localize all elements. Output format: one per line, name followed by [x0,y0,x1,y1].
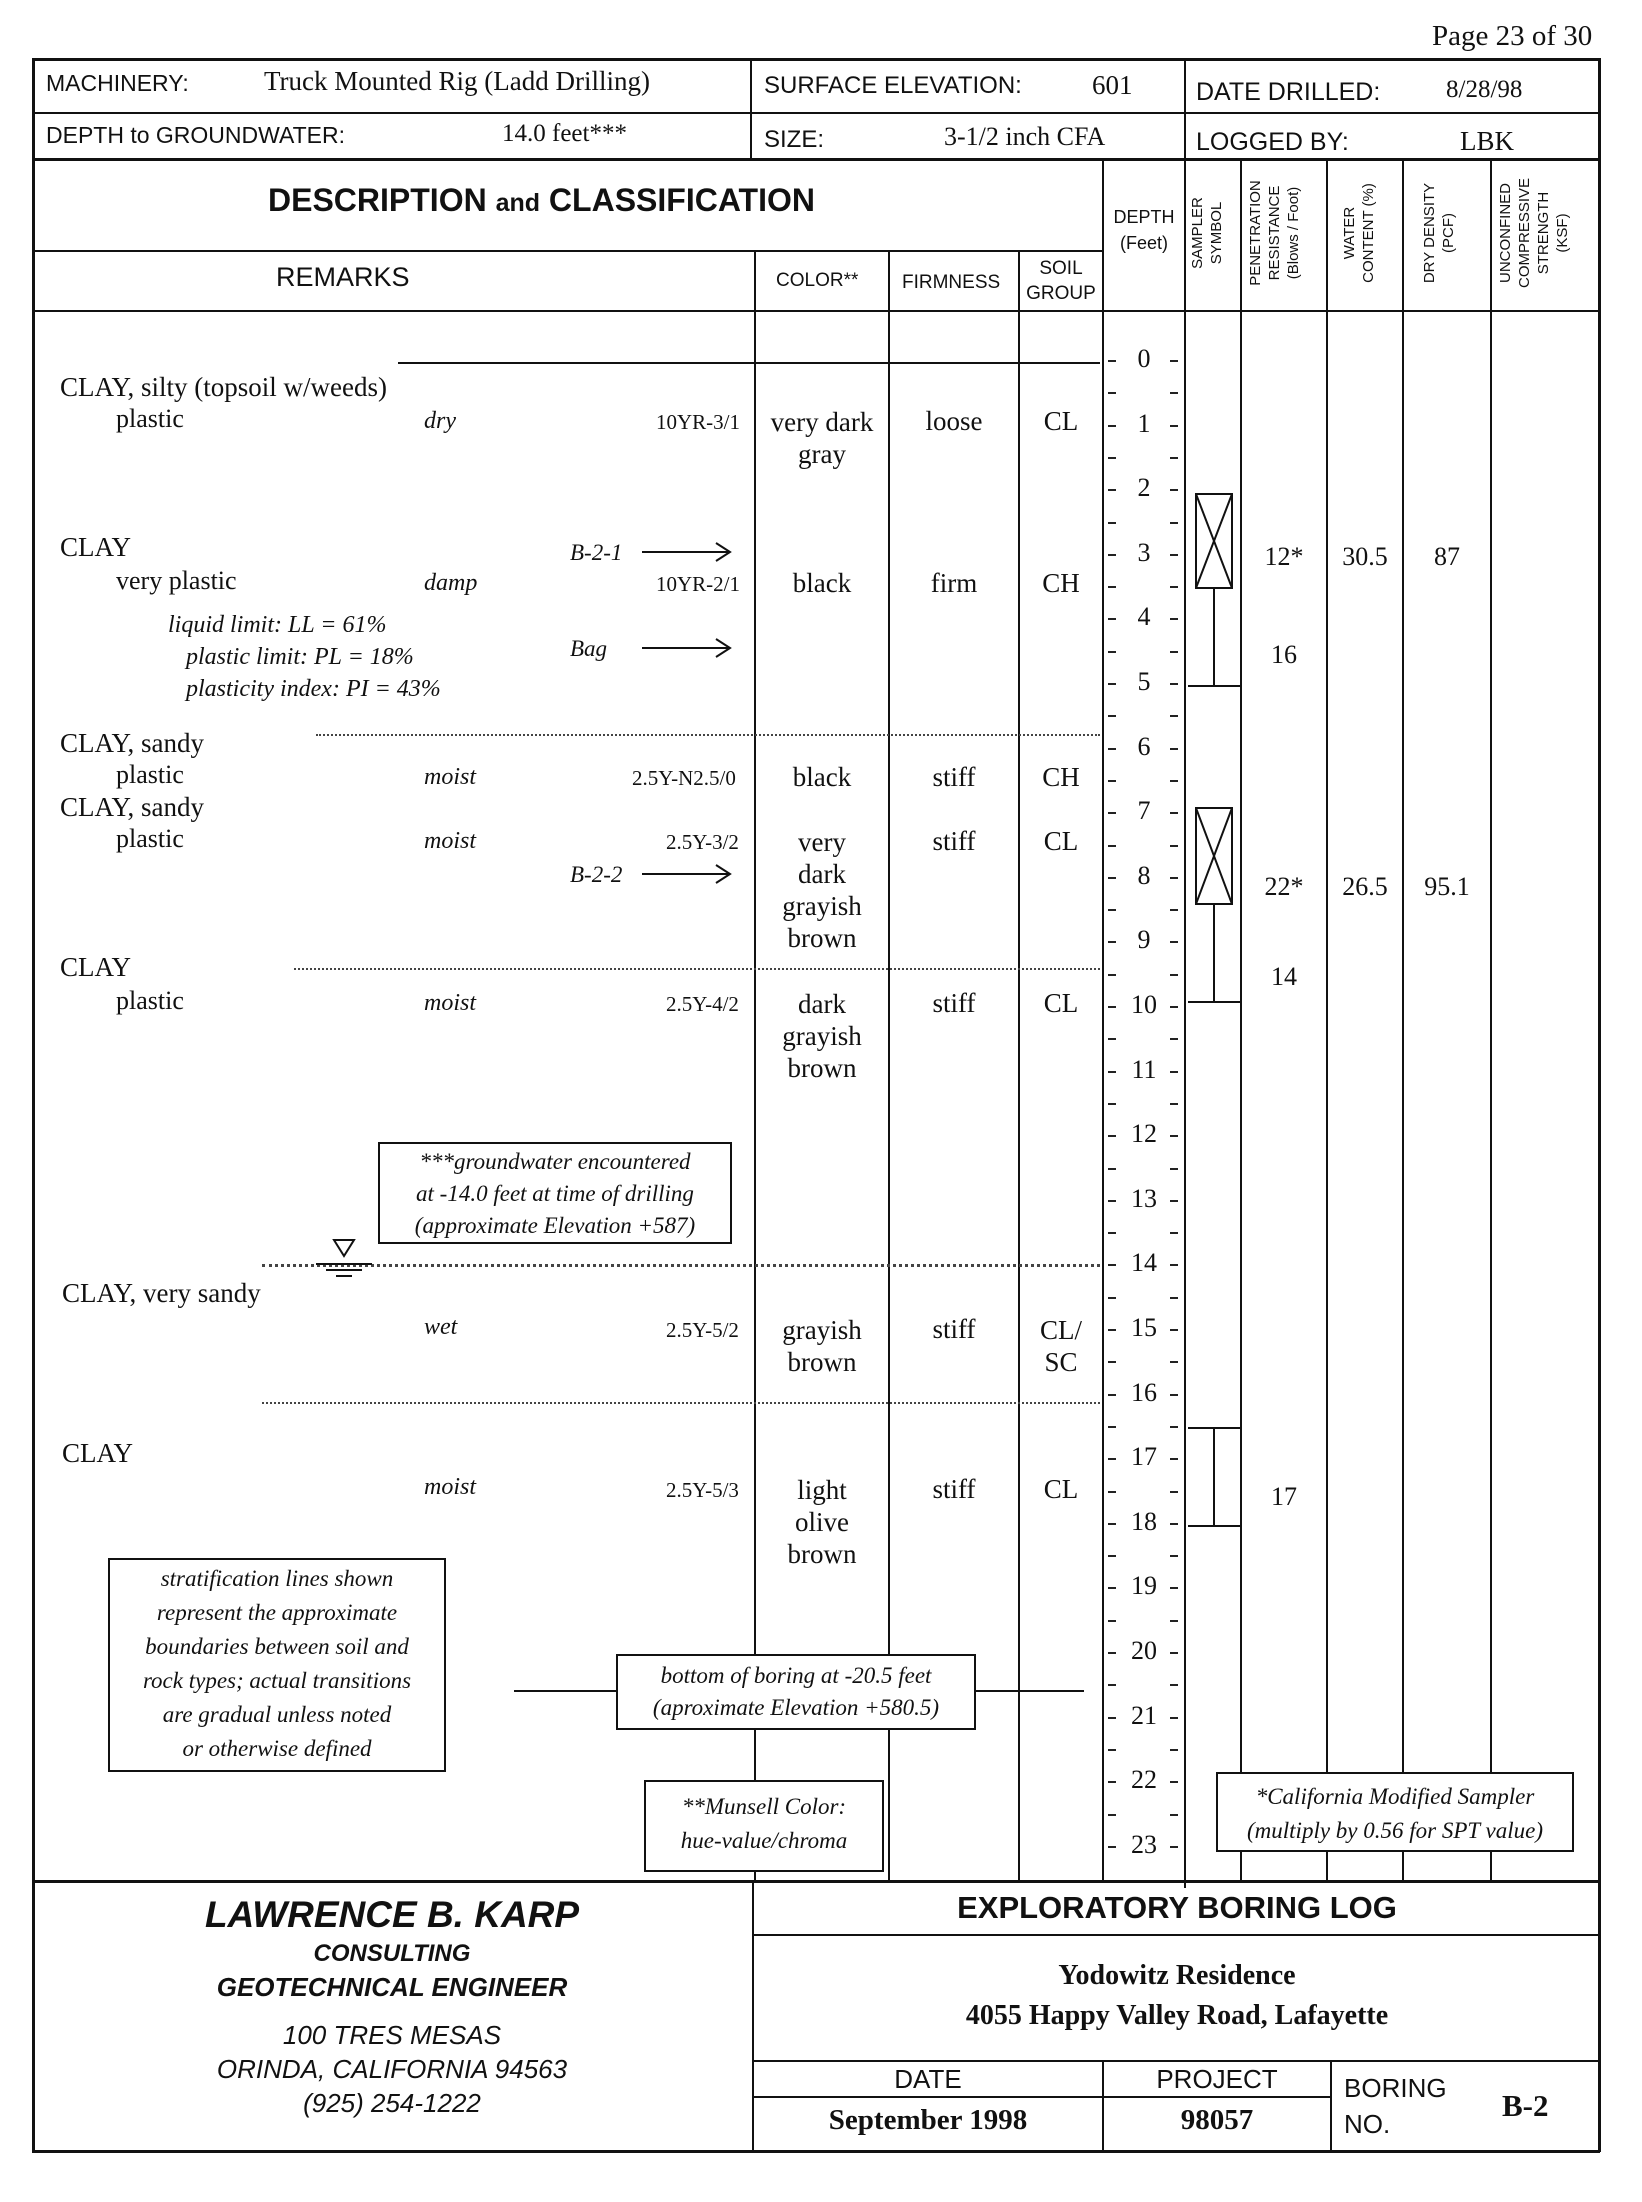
depth-tick [1170,618,1178,620]
layer-5-moisture: moist [424,990,477,1016]
arrow-icon [640,862,734,886]
bottom-of-boring-note: bottom of boring at -20.5 feet (aproximate Elevation +580.5) [616,1654,976,1730]
depth-label: 10 [1131,990,1157,1019]
layer-3-group: CH [1042,762,1080,792]
depth-tick [1170,683,1178,685]
depth-label: 1 [1137,408,1151,438]
sample-b22-label: B-2-2 [570,862,623,887]
depth-tick [1170,715,1178,717]
dry-density-1: 87 [1434,542,1460,571]
sampler-symbol-header: SAMPLER SYMBOL [1189,197,1225,269]
water-content-1: 30.5 [1342,542,1388,571]
date-drilled-label: DATE DRILLED: [1196,78,1381,106]
layer-2-sub: very plastic [116,566,237,595]
size-value: 3-1/2 inch CFA [944,122,1106,151]
depth-tick [1170,1006,1178,1008]
layer-7-firmness: stiff [932,1474,976,1504]
depth-tick [1170,1491,1178,1493]
depth-label: 16 [1131,1377,1157,1407]
layer-1-moisture: dry [424,408,456,434]
depth-label: 14 [1131,1248,1157,1278]
munsell-note: **Munsell Color: hue-value/chroma [644,1780,884,1872]
layer-6-group: CL/ SC [1039,1315,1082,1377]
depth-tick [1170,909,1178,911]
sampler-symbol-tube [1186,1424,1242,1534]
depth-tick [1108,618,1116,620]
depth-tick [1108,877,1116,879]
depth-tick [1170,1232,1178,1234]
depth-tick [1108,812,1116,814]
depth-tick [1170,1200,1178,1202]
groundwater-note: ***groundwater encountered at -14.0 feet at time of drilling (approximate Elevation +587) [378,1142,732,1244]
firm-phone: (925) 254-1222 [303,2088,481,2118]
depth-tick [1108,974,1116,976]
logged-by-label: LOGGED BY: [1196,128,1349,156]
depth-tick [1170,651,1178,653]
depth-tick [1170,1361,1178,1363]
depth-tick [1108,1038,1116,1040]
depth-tick [1108,941,1116,943]
layer-7-group: CL [1043,1474,1079,1504]
layer-1-name: CLAY, silty (topsoil w/weeds) [60,372,388,402]
depth-label: 7 [1137,796,1151,826]
depth-tick [1108,1684,1116,1686]
depth-tick [1108,457,1116,459]
depth-tick [1170,489,1178,491]
layer-2-color: black [792,568,852,598]
layer-6-name: CLAY, very sandy [62,1278,261,1308]
depth-tick [1170,812,1178,814]
depth-label: 2 [1137,473,1151,503]
log-title: EXPLORATORY BORING LOG [957,1890,1397,1925]
machinery-label: MACHINERY: [46,70,189,96]
layer-4-group: CL [1043,826,1079,856]
layer-3-color: black [792,762,852,792]
layer-4-sub: plastic [116,824,184,853]
depth-tick [1170,941,1178,943]
water-table-icon [314,1236,374,1280]
depth-tick [1170,457,1178,459]
depth-label: 3 [1137,537,1151,567]
depth-tick [1170,1555,1178,1557]
sample-b21-label: B-2-1 [570,540,623,565]
layer-1-firmness: loose [925,406,983,436]
depth-label: 11 [1131,1054,1157,1084]
depth-tick [1108,1717,1116,1719]
layer-5-firmness: stiff [932,988,976,1018]
depth-tick [1108,651,1116,653]
depth-tick [1108,1297,1116,1299]
depth-tick [1170,1620,1178,1622]
depth-tick [1108,1232,1116,1234]
depth-tick [1170,748,1178,750]
layer-6-firmness: stiff [932,1314,976,1344]
water-content-3: 26.5 [1342,872,1388,901]
depth-label: 22 [1131,1765,1157,1795]
depth-tick [1108,392,1116,394]
depth-tick [1170,1717,1178,1719]
depth-label: 12 [1131,1119,1157,1149]
depth-tick [1170,1846,1178,1848]
depth-tick [1170,1168,1178,1170]
arrow-icon [640,636,734,660]
sample-bag-label: Bag [570,636,608,661]
firm-address-2: ORINDA, CALIFORNIA 94563 [216,2054,568,2084]
logged-by-value: LBK [1460,126,1514,156]
depth-tick [1108,748,1116,750]
layer-1-group: CL [1043,406,1079,436]
depth-tick [1108,522,1116,524]
depth-tick [1170,1264,1178,1266]
water-content-header: WATER CONTENT (%) [1341,183,1377,283]
layer-3-firmness: stiff [932,762,976,792]
depth-tick [1108,1814,1116,1816]
depth-tick [1170,877,1178,879]
depth-tick [1108,586,1116,588]
layer-1-sub: plastic [116,404,184,433]
plasticity-index: plasticity index: PI = 43% [186,676,441,702]
depth-tick [1108,845,1116,847]
layer-5-color: dark grayish brown [782,989,862,1083]
depth-tick [1170,1329,1178,1331]
boring-label: BORING NO. [1344,2073,1447,2139]
depth-label: 9 [1137,925,1151,955]
project-label: PROJECT [1156,2064,1278,2094]
depth-tick [1170,780,1178,782]
firmness-header: FIRMNESS [902,272,1001,293]
layer-5-sub: plastic [116,986,184,1015]
layer-5-munsell: 2.5Y-4/2 [666,992,739,1016]
machinery-value: Truck Mounted Rig (Ladd Drilling) [264,66,650,96]
depth-label: 4 [1137,602,1151,632]
penetration-2: 16 [1271,640,1297,669]
layer-3-name: CLAY, sandy [60,728,205,758]
date-drilled-value: 8/28/98 [1446,76,1523,103]
depth-tick [1108,715,1116,717]
groundwater-label: DEPTH to GROUNDWATER: [46,122,346,148]
depth-tick [1108,1103,1116,1105]
depth-tick [1170,392,1178,394]
depth-tick [1170,1749,1178,1751]
depth-tick [1170,1781,1178,1783]
depth-tick [1108,1781,1116,1783]
layer-1-color: very dark gray [770,407,874,469]
depth-label: 13 [1131,1183,1157,1213]
depth-label: 19 [1131,1571,1157,1601]
depth-tick [1108,1587,1116,1589]
project-number: 98057 [1180,2104,1254,2136]
layer-4-color: very dark grayish brown [782,827,862,953]
depth-tick [1170,1587,1178,1589]
firm-line-1: CONSULTING [313,1940,471,1967]
plastic-limit: plastic limit: PL = 18% [186,644,414,670]
unconfined-header: UNCONFINED COMPRESSIVE STRENGTH (KSF) [1497,177,1571,289]
dry-density-3: 95.1 [1424,872,1470,901]
depth-tick [1170,586,1178,588]
depth-tick [1108,1135,1116,1137]
depth-tick [1170,1071,1178,1073]
depth-tick [1108,683,1116,685]
arrow-icon [640,540,734,564]
layer-2-firmness: firm [930,568,978,598]
depth-tick [1108,1652,1116,1654]
depth-tick [1170,522,1178,524]
layer-4-munsell: 2.5Y-3/2 [666,830,739,854]
depth-tick [1108,1006,1116,1008]
depth-tick [1108,1555,1116,1557]
penetration-3: 22* [1264,872,1304,901]
date-value: September 1998 [828,2104,1028,2136]
sampler-symbols [1186,490,1242,1050]
page-number: Page 23 of 30 [1432,20,1593,52]
date-label: DATE [894,2064,962,2094]
depth-tick [1108,554,1116,556]
surface-elevation-value: 601 [1092,70,1133,100]
stratification-note: stratification lines shown represent the approximate boundaries between soil and rock types; actual transitions are gradual unless noted or otherwise defined [108,1558,446,1772]
layer-3-moisture: moist [424,764,477,790]
depth-tick [1108,1620,1116,1622]
layer-6-moisture: wet [424,1314,458,1340]
liquid-limit: liquid limit: LL = 61% [168,612,387,638]
layer-3-sub: plastic [116,760,184,789]
depth-tick [1108,1361,1116,1363]
layer-4-firmness: stiff [932,826,976,856]
layer-5-name: CLAY [60,952,132,982]
firm-name: LAWRENCE B. KARP [204,1894,580,1935]
depth-tick [1108,1200,1116,1202]
layer-6-color: grayish brown [782,1315,862,1377]
project-name: Yodowitz Residence [1058,1960,1296,1991]
depth-label: 15 [1131,1313,1157,1342]
layer-7-name: CLAY [62,1438,134,1468]
depth-label: 0 [1137,344,1151,373]
layer-2-munsell: 10YR-2/1 [656,572,740,596]
depth-tick [1108,1523,1116,1525]
depth-label: 18 [1131,1506,1157,1536]
depth-tick [1108,1394,1116,1396]
depth-label: 6 [1137,731,1151,761]
depth-tick [1108,360,1116,362]
layer-7-munsell: 2.5Y-5/3 [666,1478,739,1502]
remarks-header: REMARKS [276,262,410,292]
depth-tick [1108,1329,1116,1331]
depth-tick [1170,554,1178,556]
depth-tick [1170,1814,1178,1816]
soil-group-header: SOIL GROUP [1026,258,1096,304]
depth-tick [1170,974,1178,976]
depth-tick [1170,1038,1178,1040]
description-title: DESCRIPTION and CLASSIFICATION [268,182,815,218]
depth-tick [1170,1297,1178,1299]
layer-6-munsell: 2.5Y-5/2 [666,1318,739,1342]
depth-tick [1170,1394,1178,1396]
color-header: COLOR** [776,270,859,291]
project-address: 4055 Happy Valley Road, Lafayette [965,2000,1389,2031]
sampler-note: *California Modified Sampler (multiply by 0.56 for SPT value) [1216,1772,1574,1852]
layer-4-moisture: moist [424,828,477,854]
depth-tick [1108,1846,1116,1848]
depth-tick [1170,1652,1178,1654]
depth-tick [1170,1103,1178,1105]
firm-address-1: 100 TRES MESAS [282,2020,502,2050]
penetration-header: PENETRATION RESISTANCE (Blows / Foot) [1247,180,1302,286]
layer-2-name: CLAY [60,532,132,562]
layer-2-moisture: damp [424,570,478,596]
penetration-5: 17 [1271,1482,1297,1511]
layer-3-munsell: 2.5Y-N2.5/0 [632,766,736,790]
layer-7-color: light olive brown [787,1475,857,1569]
layer-5-group: CL [1043,988,1079,1018]
depth-tick [1170,1135,1178,1137]
depth-label: 17 [1131,1442,1157,1472]
boring-number: B-2 [1502,2088,1549,2123]
depth-label: 23 [1131,1829,1157,1859]
depth-tick [1170,1426,1178,1428]
surface-elevation-label: SURFACE ELEVATION: [764,72,1022,99]
depth-tick [1108,1491,1116,1493]
depth-tick [1108,1168,1116,1170]
depth-tick [1108,1458,1116,1460]
depth-tick [1108,1264,1116,1266]
depth-tick [1108,780,1116,782]
dry-density-header: DRY DENSITY (PCF) [1421,182,1457,284]
depth-label: 5 [1137,667,1151,696]
layer-2-group: CH [1042,568,1080,598]
depth-tick [1108,425,1116,427]
depth-tick [1108,1071,1116,1073]
depth-tick [1170,1458,1178,1460]
firm-line-2: GEOTECHNICAL ENGINEER [216,1972,568,2002]
depth-label: 21 [1131,1700,1157,1730]
depth-tick [1170,425,1178,427]
penetration-1: 12* [1264,542,1304,571]
groundwater-value: 14.0 feet*** [502,120,627,147]
size-label: SIZE: [764,126,825,153]
depth-tick [1108,909,1116,911]
depth-tick [1170,1523,1178,1525]
depth-label: 20 [1131,1636,1157,1665]
depth-tick [1170,1684,1178,1686]
layer-1-munsell: 10YR-3/1 [656,410,740,434]
layer-7-moisture: moist [424,1474,477,1500]
depth-tick [1108,1426,1116,1428]
depth-tick [1170,845,1178,847]
penetration-4: 14 [1271,962,1297,991]
depth-tick [1170,360,1178,362]
depth-header: DEPTH (Feet) [1113,207,1175,253]
depth-tick [1108,489,1116,491]
depth-label: 8 [1137,860,1151,890]
layer-4-name: CLAY, sandy [60,792,205,822]
depth-tick [1108,1749,1116,1751]
